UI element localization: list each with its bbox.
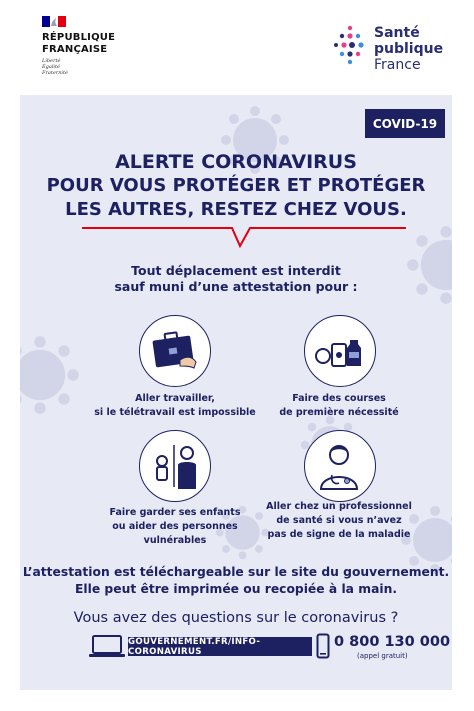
republique-line2: FRANÇAISE — [42, 44, 108, 55]
doctor-circle — [304, 430, 376, 502]
exception-groceries-line1: Faire des courses — [292, 393, 386, 404]
headline-line3: LES AUTRES, RESTEZ CHEZ VOUS. — [65, 199, 407, 220]
exception-groceries-caption — [244, 392, 434, 420]
marianne-logo-icon — [42, 16, 66, 27]
motto-fraternite: Fraternité — [42, 70, 68, 76]
exception-doctor-line2: de santé si vous n’avez — [276, 515, 402, 526]
attestation-line1: L’attestation est téléchargeable sur le site du gouvernement. — [22, 565, 450, 579]
exception-groceries-line2: de première nécessité — [279, 407, 399, 418]
exception-family-line3: vulnérables — [143, 535, 207, 546]
hotline-number[interactable]: 0 800 130 000 — [334, 634, 451, 650]
doctor-icon — [305, 431, 374, 500]
intro-line2: sauf muni d’une attestation pour : — [114, 279, 358, 294]
gouvernement-url-link[interactable]: GOUVERNEMENT.FR/INFO-CORONAVIRUS — [128, 637, 312, 656]
motto-liberte: Liberté — [42, 58, 61, 64]
spf-line2: publique — [374, 41, 444, 57]
speech-bubble-line-icon — [82, 225, 406, 251]
exception-family-caption — [80, 506, 270, 548]
spf-line1: Santé — [374, 25, 420, 41]
briefcase-circle — [139, 315, 211, 387]
exception-doctor-line1: Aller chez un professionnel — [266, 501, 412, 512]
attestation-line2: Elle peut être imprimée ou recopiée à la main. — [74, 582, 398, 596]
phone-icon — [316, 633, 330, 659]
poster-panel — [20, 95, 452, 690]
sante-publique-france-logo-icon — [330, 22, 370, 72]
spf-line3: France — [374, 57, 421, 73]
covid-badge: COVID-19 — [365, 109, 445, 138]
headline-title: ALERTE CORONAVIRUS — [115, 151, 357, 173]
headline-line2: POUR VOUS PROTÉGER ET PROTÉGER — [46, 175, 426, 196]
exception-work-line2: si le télétravail est impossible — [94, 407, 256, 418]
exception-doctor-line3: pas de signe de la maladie — [267, 529, 411, 540]
questions-heading: Vous avez des questions sur le coronavirus ? — [73, 610, 399, 626]
laptop-icon — [88, 633, 126, 659]
republique-line1: RÉPUBLIQUE — [42, 32, 116, 43]
virus-decoration-icon — [20, 335, 80, 415]
family-circle — [139, 430, 211, 502]
briefcase-icon — [140, 316, 209, 385]
family-icon — [140, 431, 209, 500]
exception-work-caption — [80, 392, 270, 420]
groceries-circle — [304, 315, 376, 387]
exception-work-line1: Aller travailler, — [135, 393, 215, 404]
hotline-note: (appel gratuit) — [357, 652, 408, 660]
groceries-icon — [305, 316, 374, 385]
exception-doctor-caption — [244, 500, 434, 542]
exception-family-line1: Faire garder ses enfants — [109, 507, 241, 518]
exception-family-line2: ou aider des personnes — [112, 521, 238, 532]
intro-line1: Tout déplacement est interdit — [131, 263, 341, 278]
motto-egalite: Égalité — [42, 64, 60, 70]
